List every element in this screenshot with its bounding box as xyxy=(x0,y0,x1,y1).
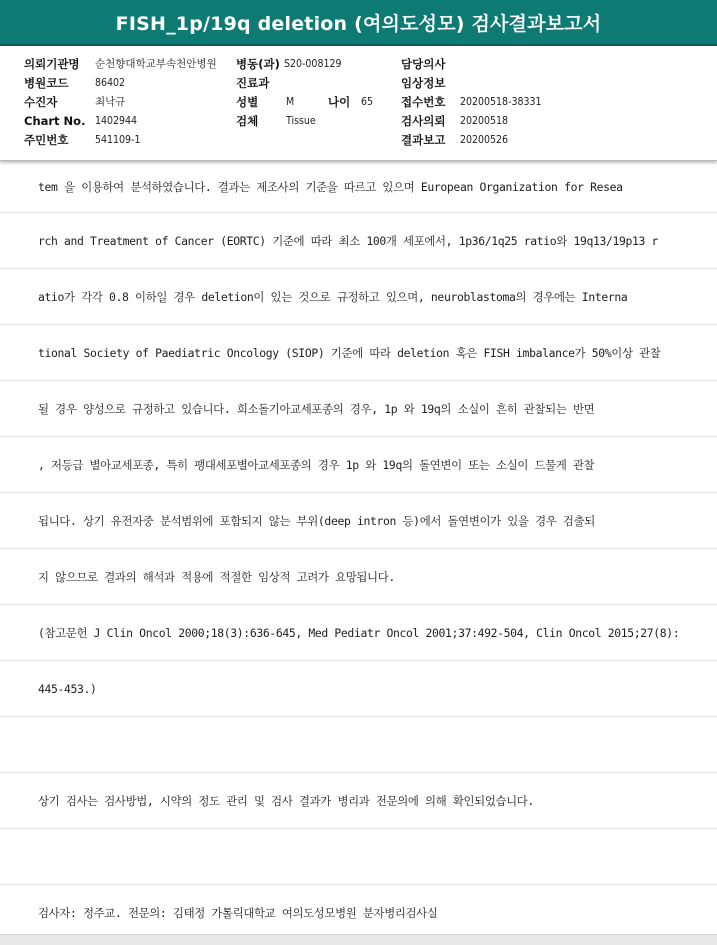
label-department: 진료과 xyxy=(236,76,270,90)
blank-line xyxy=(0,829,717,885)
label-institution: 의뢰기관명 xyxy=(24,57,80,71)
label-request-date: 검사의뢰 xyxy=(401,114,446,128)
label-physician: 담당의사 xyxy=(401,57,446,71)
label-age: 나이 xyxy=(328,95,351,109)
value-resident-number: 541109-1 xyxy=(95,134,141,146)
info-row-hospital-code xyxy=(0,74,717,92)
report-line: tional Society of Paediatric Oncology (SIOP) 기준에 따라 deletion 혹은 FISH imbalance가 50%이상 관찰 xyxy=(0,325,717,381)
report-line: , 저등급 별아교세포종, 특히 팽대세포별아교세포종의 경우 1p 와 19q의 돌연변이 또는 소실이 드물게 관찰 xyxy=(0,437,717,493)
info-row-chart xyxy=(0,112,717,130)
report-line: 됩니다. 상기 유전자중 분석범위에 포함되지 않는 부위(deep intron 등)에서 돌연변이가 있을 경우 검출되 xyxy=(0,493,717,549)
value-sex: M xyxy=(286,96,295,108)
label-specimen: 검체 xyxy=(236,114,259,128)
report-title-bar xyxy=(0,0,717,46)
report-line: 될 경우 양성으로 규정하고 있습니다. 희소돌기아교세포종의 경우, 1p 와 19q의 소실이 흔히 관찰되는 반면 xyxy=(0,381,717,437)
info-row-institution xyxy=(0,55,717,73)
report-line: rch and Treatment of Cancer (EORTC) 기준에 따라 최소 100개 세포에서, 1p36/1q25 ratio와 19q13/19p13 r xyxy=(0,213,717,269)
bottom-scroll-strip xyxy=(0,934,717,945)
value-hospital-code: 86402 xyxy=(95,77,126,89)
value-receipt-number: 20200518-38331 xyxy=(460,96,542,108)
report-title: FISH_1p/19q deletion (여의도성모) 검사결과보고서 xyxy=(115,12,602,35)
info-row-patient xyxy=(0,93,717,111)
report-body xyxy=(0,161,717,941)
report-line: 지 않으므로 결과의 해석과 적용에 적절한 임상적 고려가 요망됩니다. xyxy=(0,549,717,605)
label-resident-number: 주민번호 xyxy=(24,133,69,147)
label-sex: 성별 xyxy=(236,95,259,109)
value-age: 65 xyxy=(361,96,374,108)
label-hospital-code: 병원코드 xyxy=(24,76,69,90)
value-patient: 최낙규 xyxy=(95,96,126,108)
value-institution: 순천향대학교부속천안병원 xyxy=(95,58,217,70)
label-patient: 수진자 xyxy=(24,95,58,109)
value-report-date: 20200526 xyxy=(460,134,509,146)
value-specimen: Tissue xyxy=(286,115,316,127)
value-ward: S20-008129 xyxy=(284,58,342,70)
value-chart-no: 1402944 xyxy=(95,115,138,127)
report-line: atio가 각각 0.8 이하일 경우 deletion이 있는 것으로 규정하고 있으며, neuroblastoma의 경우에는 Interna xyxy=(0,269,717,325)
verification-statement: 상기 검사는 검사방법, 시약의 정도 관리 및 검사 결과가 병리과 전문의에 의해 확인되었습니다. xyxy=(0,773,717,829)
blank-line xyxy=(0,717,717,773)
label-receipt-number: 접수번호 xyxy=(401,95,446,109)
value-request-date: 20200518 xyxy=(460,115,509,127)
examiner-signature-line: 검사자: 정주교. 전문의: 김태정 가톨릭대학교 여의도성모병원 분자병리검사실 xyxy=(0,885,717,941)
patient-info-header xyxy=(0,46,717,161)
label-report-date: 결과보고 xyxy=(401,133,446,147)
report-line: tem 을 이용하여 분석하였습니다. 결과는 제조사의 기준을 따르고 있으며 European Organization for Resea xyxy=(0,161,717,213)
label-ward: 병동(과) xyxy=(236,57,280,71)
reference-line: 445-453.) xyxy=(0,661,717,717)
info-row-resident-number xyxy=(0,131,717,149)
reference-line: (참고문헌 J Clin Oncol 2000;18(3):636-645, Med Pediatr Oncol 2001;37:492-504, Clin Oncol 2015;27(8): xyxy=(0,605,717,661)
label-clinical-info: 임상정보 xyxy=(401,76,446,90)
label-chart-no: Chart No. xyxy=(24,114,86,128)
